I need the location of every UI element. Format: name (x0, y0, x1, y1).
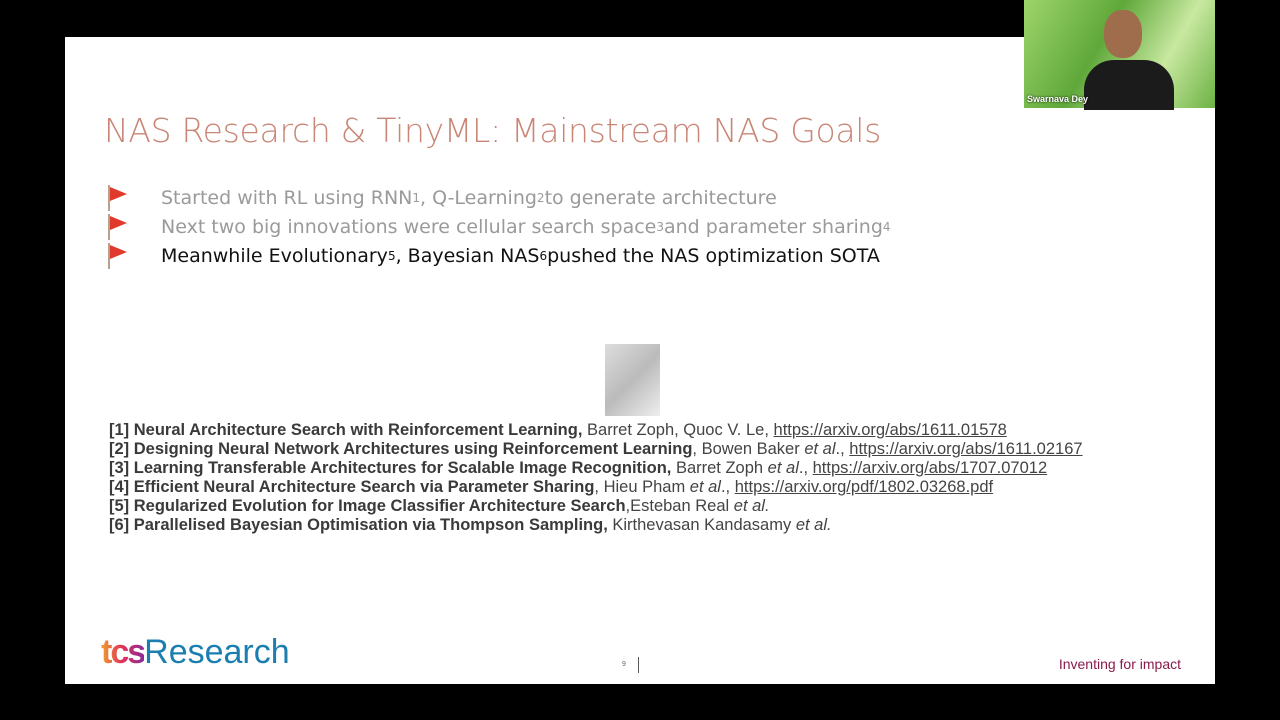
reference-etal: et al (804, 440, 836, 458)
reference-link[interactable]: https://arxiv.org/abs/1611.02167 (849, 440, 1083, 458)
reference-punct: ., (798, 459, 813, 477)
reference-item (109, 459, 1083, 478)
red-flag-icon (105, 185, 161, 211)
reference-link[interactable]: https://arxiv.org/pdf/1802.03268.pdf (734, 478, 994, 496)
reference-item (109, 478, 1083, 497)
webcam-video-tile[interactable] (1024, 0, 1215, 108)
slide-title: NAS Research & TinyML: Mainstream NAS Goals (104, 111, 882, 150)
reference-authors: Kirthevasan Kandasamy (607, 516, 796, 534)
red-flag-icon (105, 243, 161, 269)
faded-image-thumbnail (605, 344, 660, 416)
participant-video (1084, 10, 1164, 108)
reference-etal: et al. (795, 516, 832, 534)
bullet-2: Next two big innovations were cellular search space 3 and parameter sharing 4 (105, 212, 891, 241)
reference-punct: ., (720, 478, 735, 496)
reference-title: [3] Learning Transferable Architectures for Scalable Image Recognition, (109, 459, 672, 477)
reference-authors: Barret Zoph, Quoc V. Le, (582, 421, 774, 439)
tcs-research-logo: tcsResearch (101, 633, 290, 671)
reference-authors: ,Esteban Real (625, 497, 734, 515)
reference-title: [4] Efficient Neural Architecture Search via Parameter Sharing (109, 478, 595, 496)
reference-etal: et al (767, 459, 799, 477)
participant-name: Swarnava Dey (1027, 94, 1089, 104)
reference-title: [2] Designing Neural Network Architectures using Reinforcement Learning (109, 440, 693, 458)
reference-item (109, 421, 1083, 440)
reference-title: [5] Regularized Evolution for Image Classifier Architecture Search (109, 497, 626, 515)
reference-item (109, 497, 1083, 516)
bullet-3: Meanwhile Evolutionary 5 , Bayesian NAS 6 pushed the NAS optimization SOTA (105, 241, 880, 270)
reference-title: [1] Neural Architecture Search with Reinforcement Learning, (109, 421, 583, 439)
reference-link[interactable]: https://arxiv.org/abs/1611.01578 (773, 421, 1007, 439)
reference-etal: et al (689, 478, 721, 496)
reference-etal: et al. (733, 497, 770, 515)
references-list (109, 421, 1083, 535)
reference-authors: , Bowen Baker (692, 440, 805, 458)
tagline: Inventing for impact (1058, 656, 1181, 672)
reference-link[interactable]: https://arxiv.org/abs/1707.07012 (812, 459, 1048, 477)
bullet-1: Started with RL using RNN 1 , Q-Learning 2 to generate architecture (105, 183, 777, 212)
red-flag-icon (105, 214, 161, 240)
page-number: 9 (622, 661, 626, 668)
reference-item (109, 440, 1083, 459)
reference-authors: , Hieu Pham (594, 478, 690, 496)
reference-title: [6] Parallelised Bayesian Optimisation via Thompson Sampling, (109, 516, 608, 534)
page-divider (638, 657, 639, 673)
reference-punct: ., (835, 440, 850, 458)
presentation-slide (65, 37, 1215, 684)
reference-authors: Barret Zoph (671, 459, 768, 477)
reference-item (109, 516, 1083, 535)
